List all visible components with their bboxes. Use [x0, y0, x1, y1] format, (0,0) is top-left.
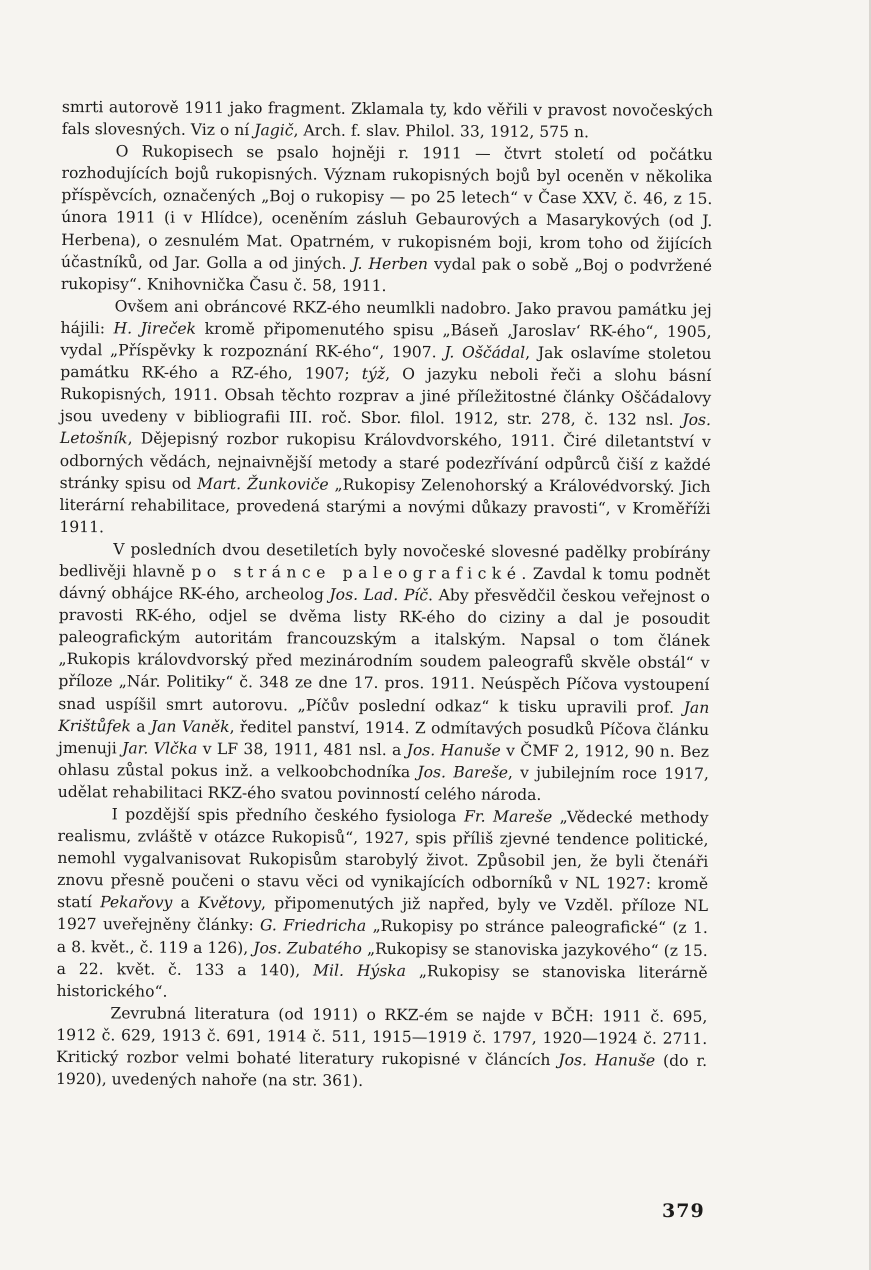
text-run: , Jak oslavíme stoletou památku RK-ého a RZ-ého, 1907; [60, 343, 712, 383]
text-run: I pozdější spis předního českého fysiologa [111, 805, 465, 826]
text-run: „Rukopisy Zelenohorský a Královédvorský. Jich literární rehabilitace, provedená starými a novými důkazy pravosti“, v Kroměříži 1911. [59, 475, 711, 537]
italic-name: Jan Vaněk [150, 717, 230, 736]
text-run: kromě připomenutého spisu „Báseň ‚Jaroslav‘ RK-ého“, 1905, vydal „Příspěvky k rozpoznání RK-ého“, 1907. [60, 319, 712, 362]
italic-name: Jos. Zubatého [253, 938, 363, 958]
text-run: a [172, 894, 199, 913]
text-run: , ředitel panství, 1914. Z odmítavých posudků Píčova článku jmenuji [57, 717, 710, 758]
text-run: . Aby přesvědčil českou veřejnost o pravosti RK-ého, odjel se dvěma listy RK-ého do ciziny a dal je posoudit paleografickým autoritám francouzským a italským. Napsal o tom článek „Rukopis královdvorský před mezinárodním soudem paleografů skvěle obstál“ v příloze „Nár. Politiky“ č. 348 ze dne 17. pros. 1911. Neúspěch Píčova vystoupení snad uspíšil smrt autorovu. „Píčův poslední odkaz“ k tisku upravili prof. [58, 586, 711, 717]
text-run: v ČMF 2, 1912, 90 n. Bez ohlasu zůstal pokus inž. a velkoobchodníka [57, 741, 710, 781]
italic-name: J. Herben [352, 254, 429, 273]
italic-name: Mart. Žunkoviče [197, 474, 329, 494]
text-run: „Rukopisy po stránce paleografické“ (z 1. a 8. květ., č. 119 a 126), [56, 917, 708, 957]
italic-name: Jos. Hanuše [558, 1051, 656, 1070]
paragraph [61, 140, 713, 299]
paragraph [56, 803, 708, 1006]
italic-name: Jos. Hanuše [406, 740, 501, 760]
text-run: O Rukopisech se psalo hojněji r. 1911 — čtvrt století od počátku rozhodujících bojů rukopisných. Význam rukopisných bojů byl oceněn v několika příspěvcích, označených „Boj o rukopisy — po 25 letech“ v Čase XXV, č. 46, z 15. února 1911 (i v Hlídce), oceněním zásluh Gebaurových a Masarykových (od J. Herbena), o zesnulém Mat. Opatrném, v rukopisném boji, krom toho od žijících účastníků, od Jar. Golla a od jiných. [60, 142, 713, 273]
text-run: „Vědecké methody realismu, zvláště v otázce Rukopisů“, 1927, spis příliš zjevné tendence politické, nemohl vygalvanisovat Rukopisům starobylý život. Způsobil jen, že byli čtenáři znovu přesně poučeni o stavu věci od vynikajících odborníků v NL 1927: kromě statí [57, 808, 709, 912]
italic-name: Jos. Bareše [417, 762, 509, 782]
italic-name: Jos. Letošník [59, 411, 712, 448]
text-run: , Arch. f. slav. Philol. 33, 1912, 575 n. [293, 121, 590, 142]
italic-name: Jagič [254, 121, 294, 140]
text-run: v LF 38, 1911, 481 nsl. a [197, 739, 407, 759]
text-run: V posledních dvou desetiletích byly novočeské slovesné padělky probírány bedlivěji hlavně [59, 540, 711, 581]
text-run: , Dějepisný rozbor rukopisu Královdvorského, 1911. Čiré diletantství v odborných vědách, nejnaivnější metody a staré podezřívání odpůrců čiší z každé stránky spisu od [59, 429, 711, 493]
italic-name: Květovy [198, 894, 262, 913]
text-run: Zevrubná literatura (od 1911) o RKZ-ém se najde v BČH: 1911 č. 695, 1912 č. 629, 1913 č. 691, 1914 č. 511, 1915—1919 č. 1797, 1920—1924 č. 2711. Kritický rozbor velmi bohaté literatury rukopisné v článcích [56, 1004, 708, 1070]
italic-name: J. Oščádal [444, 343, 526, 362]
body-text [56, 96, 713, 1094]
italic-name: Mil. Hýska [313, 961, 407, 980]
paragraph [58, 538, 711, 807]
text-run: Ovšem ani obráncové RKZ-ého neumlkli nadobro. Jako pravou památku jej hájili: [60, 297, 712, 338]
text-run: „Rukopisy se stanoviska literárně historického“. [56, 961, 708, 1001]
paragraph [62, 96, 713, 144]
text-run: a [130, 717, 151, 736]
text-run: (do r. 1920), uvedených nahoře (na str. 361). [55, 1051, 708, 1090]
paragraph [56, 1002, 708, 1094]
text-run: vydal pak o sobě „Boj o podvržené rukopisy“. Knihovnička Času č. 58, 1911. [60, 254, 713, 295]
italic-name: Fr. Mareše [463, 807, 553, 827]
text-run: , O jazyku neboli řeči a slohu básní Rukopisných, 1911. Obsah těchto rozprav a jiné příležitostné články Oščádalovy jsou uvedeny v bibliografii III. roč. Sbor. filol. 1912, str. 278, č. 132 nsl. [59, 365, 712, 430]
text-run: . Zavdal k tomu podnět dávný obhájce RK-ého, archeolog [58, 564, 711, 604]
text-run: , připomenutých již napřed, byly ve Vzděl. příloze NL 1927 uveřejněny články: [56, 894, 709, 935]
italic-name: Pekařovy [100, 893, 173, 913]
paragraph [59, 295, 711, 542]
italic-name: Jar. Vlčka [122, 739, 198, 758]
text-run: smrti autorově 1911 jako fragment. Zklamala ty, kdo věřili v pravost novočeských fals slovesných. Viz o ní [61, 97, 713, 140]
italic-name: G. Friedricha [259, 916, 367, 936]
italic-name: Jan Krištůfek [58, 698, 710, 736]
text-run: „Rukopisy se stanoviska jazykového“ (z 15. a 22. květ. č. 133 a 140), [56, 939, 708, 980]
italic-name: týž [361, 364, 386, 384]
spaced-emphasis: po stránce paleografické [191, 562, 522, 583]
italic-name: Jos. Lad. Píč [329, 585, 429, 605]
page-number: 379 [662, 1200, 705, 1222]
italic-name: H. Jireček [113, 319, 197, 338]
text-run: , v jubilejním roce 1917, udělat rehabilitaci RKZ-ého svatou povinností celého národa. [57, 763, 709, 804]
